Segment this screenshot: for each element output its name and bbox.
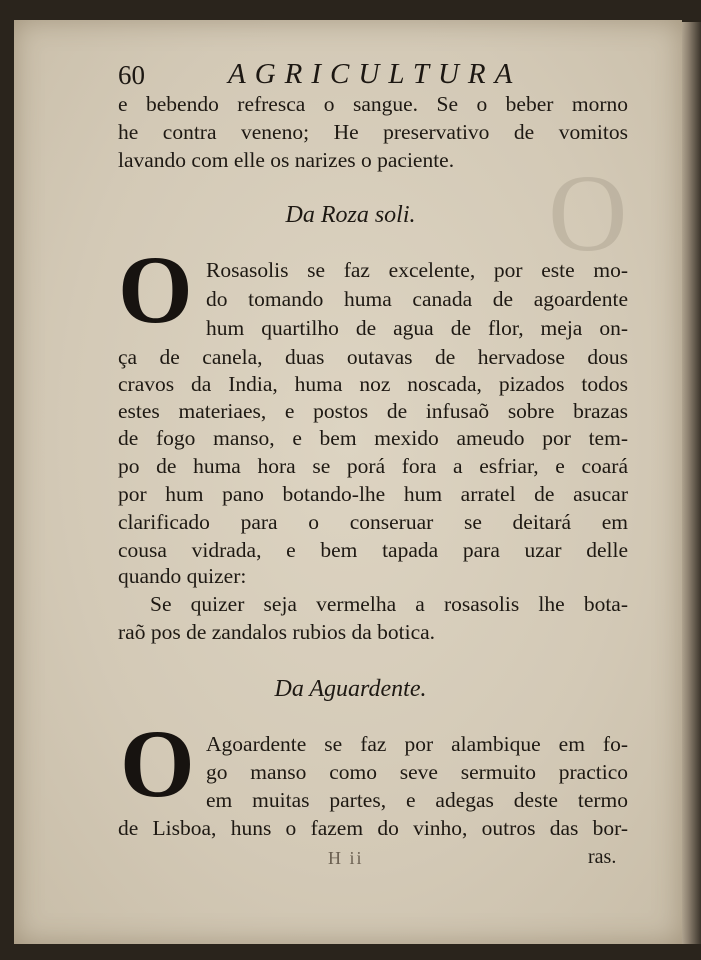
- catchword: ras.: [588, 846, 617, 868]
- drop-cap: O: [120, 710, 195, 817]
- body-line: cousa vidrada, e bem tapada para uzar delle: [118, 538, 628, 562]
- body-line: Se quizer seja vermelha a rosasolis lhe bota-: [150, 592, 628, 616]
- section-heading-roza-soli: Da Roza soli.: [285, 202, 416, 228]
- body-line: clarificado para o conseruar se deitará em: [118, 510, 628, 534]
- body-line: estes materiaes, e postos de infusaõ sobre brazas: [118, 399, 628, 423]
- drop-cap: O: [118, 236, 193, 343]
- body-line: do tomando huma canada de agoardente: [206, 287, 628, 311]
- signature-mark: H ii: [328, 848, 364, 868]
- body-line: ça de canela, duas outavas de hervadose dous: [118, 345, 628, 369]
- body-line: de fogo manso, e bem mexido ameudo por tem-: [118, 426, 628, 450]
- section-heading-aguardente: Da Aguardente.: [274, 676, 427, 702]
- body-line: por hum pano botando-lhe hum arratel de asucar: [118, 482, 628, 506]
- show-through-dropcap: O: [548, 152, 628, 274]
- body-line: de Lisboa, huns o fazem do vinho, outros das bor-: [118, 816, 628, 840]
- adjacent-page-edge: [680, 22, 701, 944]
- body-line: po de huma hora se porá fora a esfriar, e coará: [118, 454, 628, 478]
- page-header: [116, 58, 636, 94]
- body-line: Rosasolis se faz excelente, por este mo-: [206, 258, 628, 282]
- body-line: Agoardente se faz por alambique em fo-: [206, 732, 628, 756]
- body-line: raõ pos de zandalos rubios da botica.: [118, 620, 436, 644]
- body-line: he contra veneno; He preservativo de vomitos: [118, 120, 628, 144]
- body-line: cravos da India, huma noz noscada, pizados todos: [118, 372, 628, 396]
- body-line: em muitas partes, e adegas deste termo: [206, 788, 628, 812]
- page-number: 60: [118, 60, 145, 90]
- running-title: AGRICULTURA: [228, 58, 522, 90]
- body-line: e bebendo refresca o sangue. Se o beber morno: [118, 92, 628, 116]
- body-line: quando quizer:: [118, 564, 247, 588]
- body-line: hum quartilho de agua de flor, meja on-: [206, 316, 628, 340]
- body-line: go manso como seve sermuito practico: [206, 760, 628, 784]
- body-line: lavando com elle os narizes o paciente.: [118, 148, 455, 172]
